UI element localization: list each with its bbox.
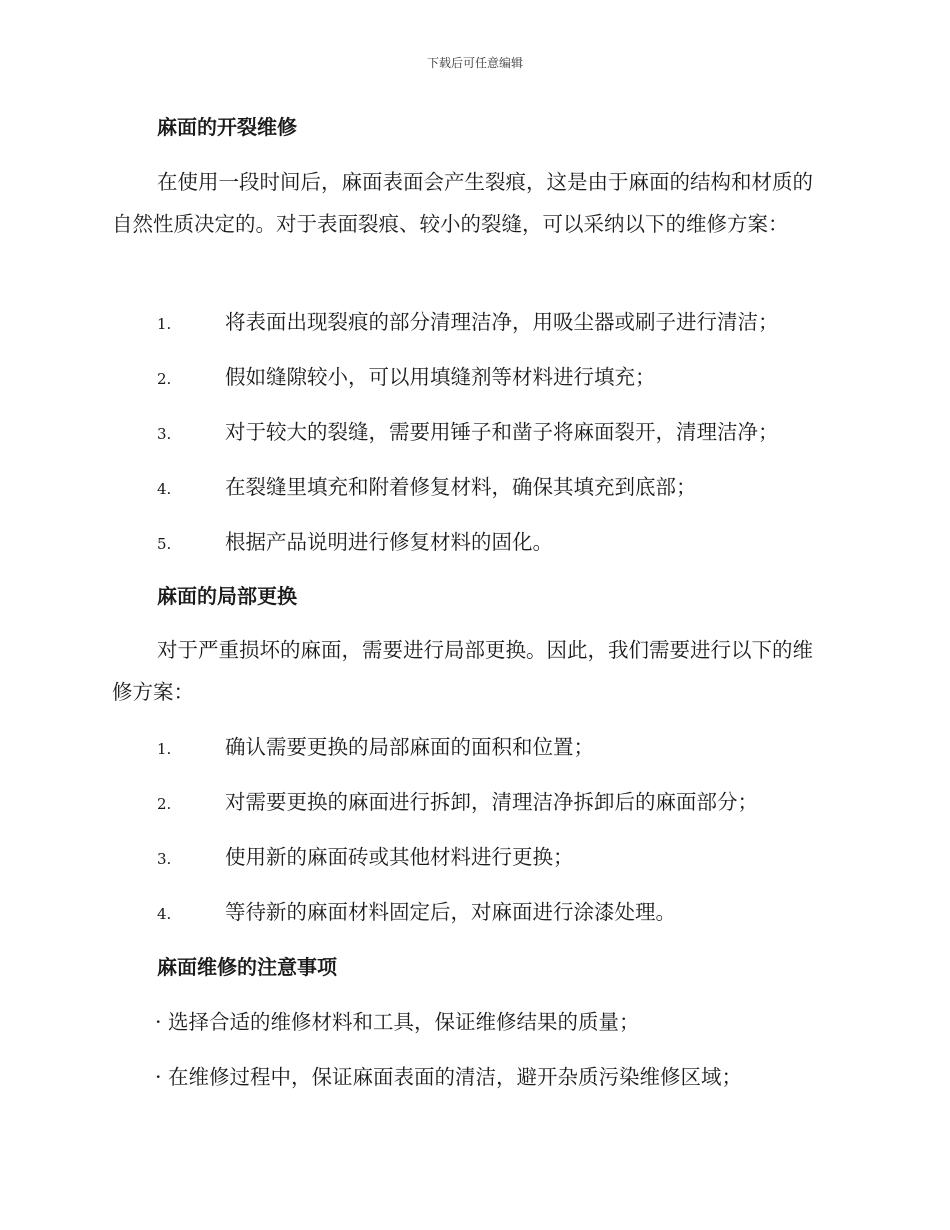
list-text: 等待新的麻面材料固定后，对麻面进行涂漆处理。 xyxy=(225,900,676,924)
list-item xyxy=(157,788,758,818)
section-intro-paragraph: 对于严重损坏的麻面，需要进行局部更换。因此，我们需要进行以下的维修方案： xyxy=(112,638,813,704)
section-heading-cracking-repair: 麻面的开裂维修 xyxy=(157,115,297,139)
section-intro-paragraph: 在使用一段时间后，麻面表面会产生裂痕，这是由于麻面的结构和材质的自然性质决定的。对于表面裂痕、较小的裂缝，可以采纳以下的维修方案： xyxy=(112,170,813,236)
list-item xyxy=(157,473,697,503)
list-text: 根据产品说明进行修复材料的固化。 xyxy=(225,530,553,554)
list-text: 对需要更换的麻面进行拆卸，清理洁净拆卸后的麻面部分； xyxy=(225,790,758,814)
header-note: 下载后可任意编辑 xyxy=(426,56,523,70)
list-text: 使用新的麻面砖或其他材料进行更换； xyxy=(225,845,574,869)
list-number: 3. xyxy=(157,425,172,443)
list-item xyxy=(157,528,553,558)
list-item xyxy=(157,418,779,448)
list-number: 5. xyxy=(157,535,172,553)
list-number: 1. xyxy=(157,315,172,333)
list-number: 1. xyxy=(157,740,172,758)
list-item xyxy=(157,308,779,338)
list-text: 确认需要更换的局部麻面的面积和位置； xyxy=(225,735,594,759)
list-number: 2. xyxy=(157,795,172,813)
list-text: 对于较大的裂缝，需要用锤子和凿子将麻面裂开，清理洁净； xyxy=(225,420,779,444)
list-number: 3. xyxy=(157,850,172,868)
list-item xyxy=(157,898,676,928)
bullet-item: · 选择合适的维修材料和工具，保证维修结果的质量； xyxy=(155,1010,640,1034)
list-number: 2. xyxy=(157,370,172,388)
list-number: 4. xyxy=(157,905,172,923)
section-heading-precautions: 麻面维修的注意事项 xyxy=(157,955,337,979)
list-item xyxy=(157,363,656,393)
list-item xyxy=(157,843,574,873)
bullet-item: · 在维修过程中，保证麻面表面的清洁，避开杂质污染维修区域； xyxy=(155,1065,743,1089)
list-number: 4. xyxy=(157,480,172,498)
list-text: 假如缝隙较小，可以用填缝剂等材料进行填充； xyxy=(225,365,656,389)
list-text: 将表面出现裂痕的部分清理洁净，用吸尘器或刷子进行清洁； xyxy=(225,310,779,334)
list-item xyxy=(157,733,594,763)
section-heading-partial-replacement: 麻面的局部更换 xyxy=(157,584,297,608)
list-text: 在裂缝里填充和附着修复材料，确保其填充到底部； xyxy=(225,475,697,499)
